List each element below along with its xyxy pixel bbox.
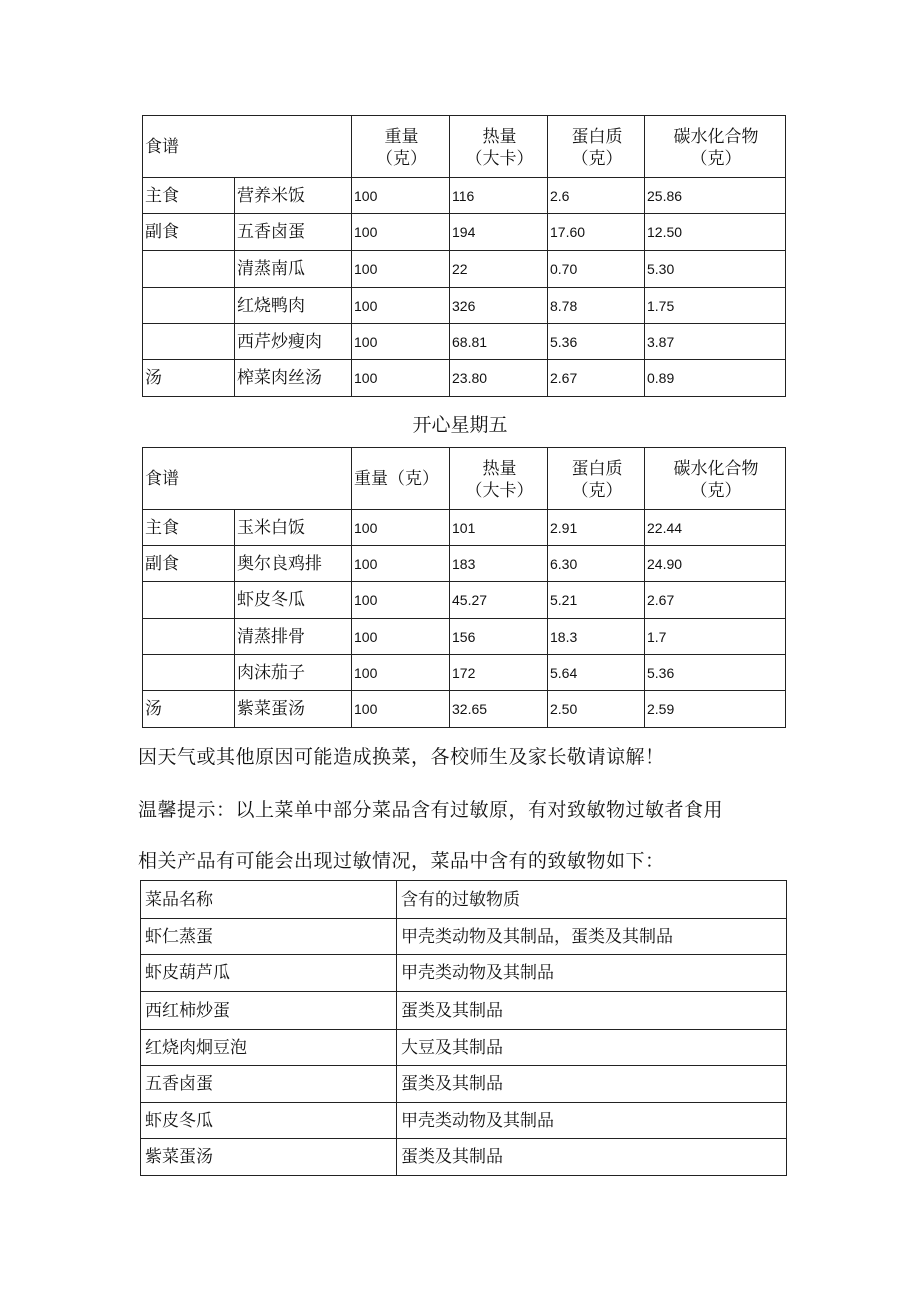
carbs-cell: 3.87 <box>645 324 786 360</box>
table-header-row <box>143 448 786 510</box>
table-row <box>141 992 787 1030</box>
category-cell <box>143 619 235 655</box>
table-row <box>143 214 786 251</box>
protein-cell: 8.78 <box>548 288 645 324</box>
weight-cell: 100 <box>352 251 450 288</box>
dish-cell: 紫菜蛋汤 <box>235 691 352 728</box>
protein-cell: 17.60 <box>548 214 645 251</box>
table-header-row <box>143 116 786 178</box>
table-row <box>141 1066 787 1103</box>
category-cell: 汤 <box>143 691 235 728</box>
category-cell <box>143 324 235 360</box>
dish-cell: 肉沫茄子 <box>235 655 352 691</box>
allergen-table <box>140 880 787 1176</box>
dish-cell: 五香卤蛋 <box>235 214 352 251</box>
table-row <box>143 655 786 691</box>
weight-cell: 100 <box>352 324 450 360</box>
carbs-cell: 2.59 <box>645 691 786 728</box>
carbs-cell: 25.86 <box>645 178 786 214</box>
protein-cell: 6.30 <box>548 546 645 582</box>
category-cell <box>143 582 235 619</box>
calories-cell: 116 <box>450 178 548 214</box>
header-carbs: 碳水化合物 （克） <box>645 116 786 178</box>
carbs-cell: 22.44 <box>645 510 786 546</box>
table-row <box>143 582 786 619</box>
carbs-cell: 0.89 <box>645 360 786 397</box>
calories-cell: 68.81 <box>450 324 548 360</box>
nutrition-table-2 <box>142 447 786 728</box>
category-cell <box>143 288 235 324</box>
header-calories: 热量 （大卡） <box>450 116 548 178</box>
table-row <box>143 288 786 324</box>
header-protein: 蛋白质 （克） <box>548 448 645 510</box>
dish-cell: 虾皮葫芦瓜 <box>141 955 397 992</box>
allergen-cell: 蛋类及其制品 <box>397 1066 787 1103</box>
table-row <box>141 1103 787 1139</box>
category-cell: 主食 <box>143 510 235 546</box>
protein-cell: 2.67 <box>548 360 645 397</box>
calories-cell: 23.80 <box>450 360 548 397</box>
weight-cell: 100 <box>352 178 450 214</box>
protein-cell: 5.64 <box>548 655 645 691</box>
weight-cell: 100 <box>352 619 450 655</box>
dish-cell: 清蒸南瓜 <box>235 251 352 288</box>
dish-cell: 奥尔良鸡排 <box>235 546 352 582</box>
header-weight: 重量 （克） <box>352 116 450 178</box>
protein-cell: 2.91 <box>548 510 645 546</box>
protein-cell: 5.21 <box>548 582 645 619</box>
dish-cell: 营养米饭 <box>235 178 352 214</box>
table-row <box>143 360 786 397</box>
weight-cell: 100 <box>352 582 450 619</box>
table-row <box>141 1030 787 1066</box>
table-row <box>143 251 786 288</box>
table-row <box>141 1139 787 1176</box>
dish-cell: 虾仁蒸蛋 <box>141 919 397 955</box>
protein-cell: 2.6 <box>548 178 645 214</box>
weight-cell: 100 <box>352 214 450 251</box>
category-cell <box>143 655 235 691</box>
calories-cell: 183 <box>450 546 548 582</box>
category-cell <box>143 251 235 288</box>
table-header-row <box>141 881 787 919</box>
table-row <box>141 955 787 992</box>
header-allergens: 含有的过敏物质 <box>397 881 787 919</box>
notice-text: 因天气或其他原因可能造成换菜，各校师生及家长敬请谅解！ <box>138 746 665 768</box>
day-title: 开心星期五 <box>412 414 508 436</box>
header-protein: 蛋白质 （克） <box>548 116 645 178</box>
weight-cell: 100 <box>352 691 450 728</box>
carbs-cell: 12.50 <box>645 214 786 251</box>
calories-cell: 156 <box>450 619 548 655</box>
tip-text-line-1: 温馨提示：以上菜单中部分菜品含有过敏原，有对致敏物过敏者食用 <box>138 799 724 821</box>
header-weight: 重量（克） <box>352 448 450 510</box>
weight-cell: 100 <box>352 655 450 691</box>
protein-cell: 0.70 <box>548 251 645 288</box>
calories-cell: 172 <box>450 655 548 691</box>
carbs-cell: 5.36 <box>645 655 786 691</box>
carbs-cell: 2.67 <box>645 582 786 619</box>
table-row <box>143 691 786 728</box>
carbs-cell: 24.90 <box>645 546 786 582</box>
weight-cell: 100 <box>352 546 450 582</box>
table-row <box>143 324 786 360</box>
dish-cell: 五香卤蛋 <box>141 1066 397 1103</box>
dish-cell: 红烧肉炯豆泡 <box>141 1030 397 1066</box>
table-row <box>143 546 786 582</box>
carbs-cell: 5.30 <box>645 251 786 288</box>
protein-cell: 18.3 <box>548 619 645 655</box>
table-row <box>141 919 787 955</box>
dish-cell: 虾皮冬瓜 <box>141 1103 397 1139</box>
header-calories: 热量 （大卡） <box>450 448 548 510</box>
allergen-cell: 甲壳类动物及其制品 <box>397 1103 787 1139</box>
dish-cell: 西芹炒瘦肉 <box>235 324 352 360</box>
calories-cell: 194 <box>450 214 548 251</box>
carbs-cell: 1.75 <box>645 288 786 324</box>
protein-cell: 2.50 <box>548 691 645 728</box>
carbs-cell: 1.7 <box>645 619 786 655</box>
header-recipe: 食谱 <box>143 116 352 178</box>
dish-cell: 虾皮冬瓜 <box>235 582 352 619</box>
allergen-cell: 甲壳类动物及其制品 <box>397 955 787 992</box>
table-row <box>143 619 786 655</box>
allergen-cell: 蛋类及其制品 <box>397 992 787 1030</box>
allergen-cell: 甲壳类动物及其制品，蛋类及其制品 <box>397 919 787 955</box>
calories-cell: 45.27 <box>450 582 548 619</box>
calories-cell: 101 <box>450 510 548 546</box>
calories-cell: 22 <box>450 251 548 288</box>
calories-cell: 326 <box>450 288 548 324</box>
category-cell: 汤 <box>143 360 235 397</box>
dish-cell: 清蒸排骨 <box>235 619 352 655</box>
category-cell: 主食 <box>143 178 235 214</box>
allergen-cell: 大豆及其制品 <box>397 1030 787 1066</box>
table-row <box>143 178 786 214</box>
protein-cell: 5.36 <box>548 324 645 360</box>
calories-cell: 32.65 <box>450 691 548 728</box>
dish-cell: 玉米白饭 <box>235 510 352 546</box>
category-cell: 副食 <box>143 214 235 251</box>
category-cell: 副食 <box>143 546 235 582</box>
nutrition-table-1 <box>142 115 786 397</box>
header-recipe: 食谱 <box>143 448 352 510</box>
dish-cell: 紫菜蛋汤 <box>141 1139 397 1176</box>
table-row <box>143 510 786 546</box>
weight-cell: 100 <box>352 510 450 546</box>
header-carbs: 碳水化合物 （克） <box>645 448 786 510</box>
weight-cell: 100 <box>352 288 450 324</box>
allergen-cell: 蛋类及其制品 <box>397 1139 787 1176</box>
header-dish-name: 菜品名称 <box>141 881 397 919</box>
dish-cell: 红烧鸭肉 <box>235 288 352 324</box>
dish-cell: 西红柿炒蛋 <box>141 992 397 1030</box>
tip-text-line-2: 相关产品有可能会出现过敏情况，菜品中含有的致敏物如下： <box>138 850 665 872</box>
weight-cell: 100 <box>352 360 450 397</box>
dish-cell: 榨菜肉丝汤 <box>235 360 352 397</box>
